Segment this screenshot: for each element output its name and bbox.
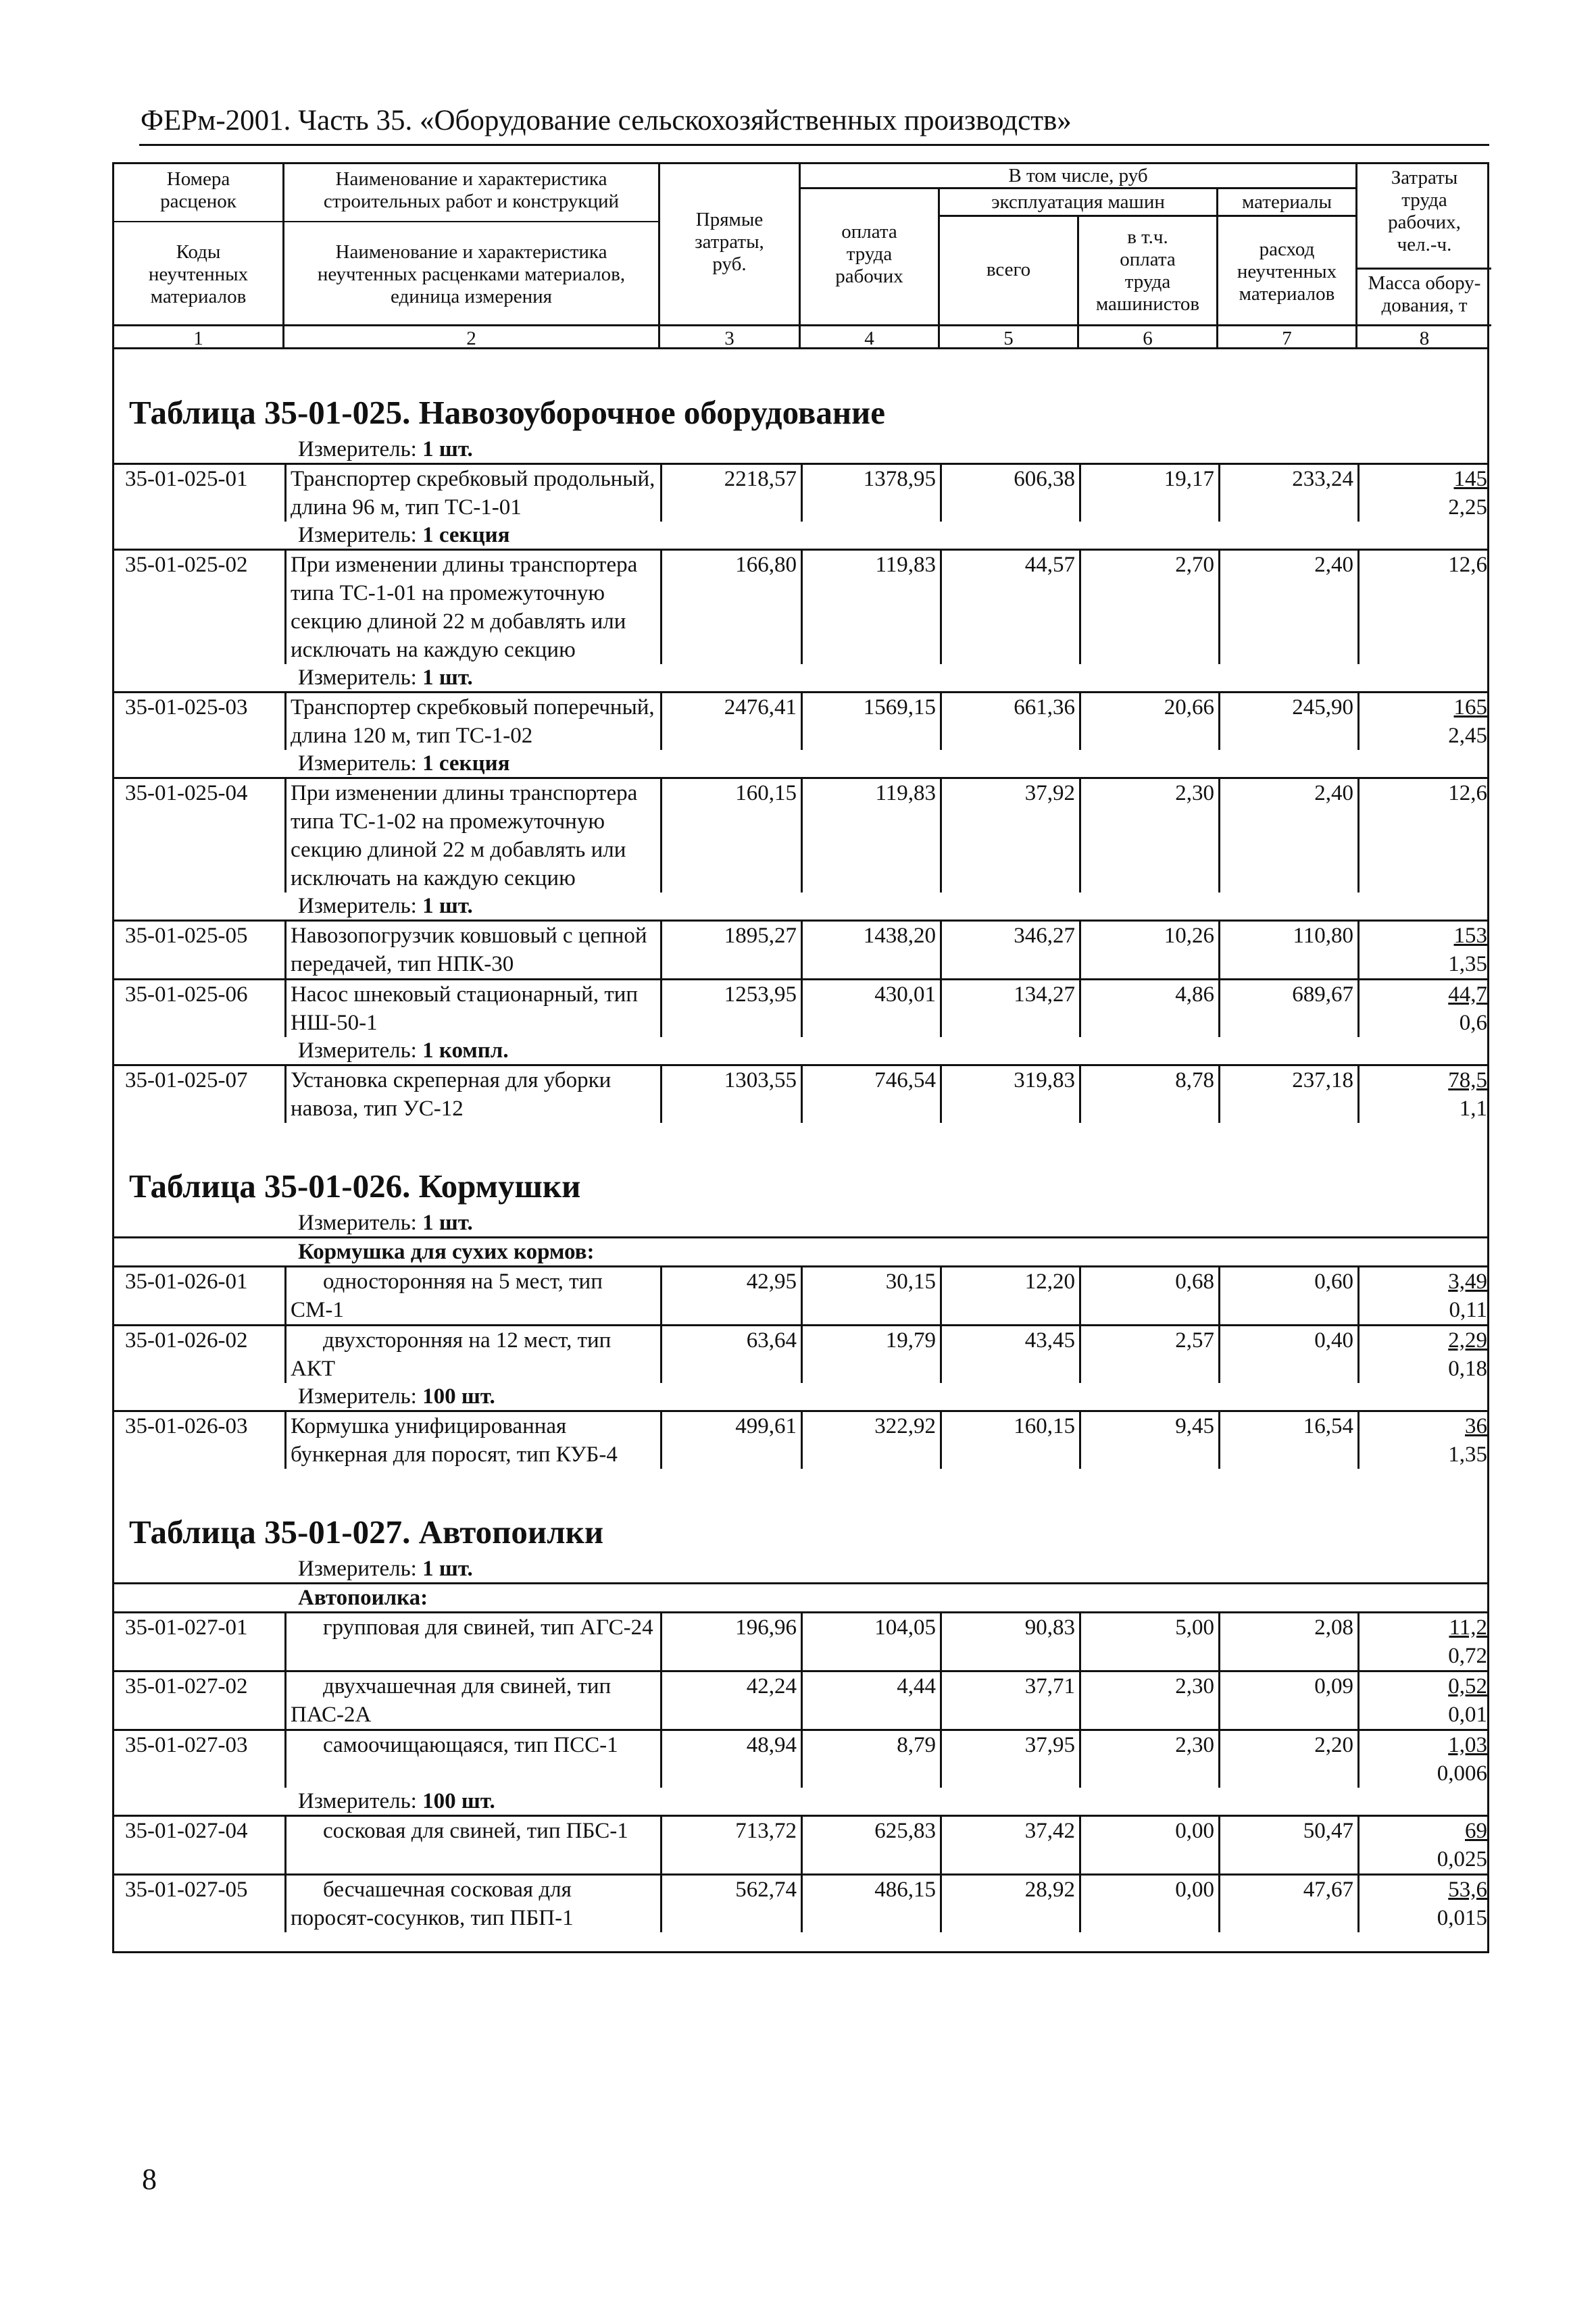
table-row <box>114 1410 1487 1469</box>
direct-cost: 499,61 <box>660 1412 801 1469</box>
measure-label: Измеритель: <box>298 1038 417 1063</box>
measure-value: 1 компл. <box>422 1038 509 1063</box>
col-num-7: 7 <box>1282 328 1292 349</box>
work-name: двухсторонняя на 12 мест, тип АКТ <box>284 1326 660 1383</box>
labor-and-mass <box>1357 1672 1491 1729</box>
materials-cost: 2,40 <box>1218 551 1357 664</box>
work-name: сосковая для свиней, тип ПБС-1 <box>284 1817 660 1873</box>
machinist-labor-cost: 0,00 <box>1079 1876 1218 1932</box>
page-number: 8 <box>142 2163 157 2196</box>
col-num-8: 8 <box>1419 328 1430 349</box>
machine-cost: 37,42 <box>940 1817 1079 1873</box>
measure-value: 1 шт. <box>422 894 473 918</box>
labor-hours: 69 <box>1465 1819 1487 1843</box>
machine-cost: 12,20 <box>940 1267 1079 1324</box>
worker-labor-cost: 322,92 <box>801 1412 940 1469</box>
machine-cost: 134,27 <box>940 980 1079 1037</box>
machinist-labor-cost: 0,00 <box>1079 1817 1218 1873</box>
machinist-labor-cost: 8,78 <box>1079 1066 1218 1123</box>
col-num-2: 2 <box>466 328 476 349</box>
labor-and-mass <box>1357 1066 1491 1123</box>
measure-label: Измеритель: <box>298 1211 417 1235</box>
table-row <box>114 1064 1487 1123</box>
labor-and-mass <box>1357 1412 1491 1469</box>
rate-code: 35-01-025-07 <box>125 1068 248 1092</box>
table-row <box>114 1324 1487 1383</box>
title-rule <box>139 144 1489 146</box>
direct-cost: 713,72 <box>660 1817 801 1873</box>
col-num-1: 1 <box>193 328 203 349</box>
machinist-labor-cost: 2,30 <box>1079 779 1218 892</box>
rate-code: 35-01-026-01 <box>125 1269 248 1294</box>
direct-cost: 166,80 <box>660 551 801 664</box>
machinist-labor-cost: 2,70 <box>1079 551 1218 664</box>
measure-value: 1 секция <box>422 751 510 776</box>
measure-value: 1 шт. <box>422 665 473 690</box>
labor-hours: 1,03 <box>1448 1733 1487 1757</box>
machinist-labor-cost: 2,57 <box>1079 1326 1218 1383</box>
machinist-labor-cost: 5,00 <box>1079 1613 1218 1670</box>
machinist-labor-cost: 9,45 <box>1079 1412 1218 1469</box>
labor-and-mass <box>1357 1613 1491 1670</box>
work-name: односторонняя на 5 мест, тип СМ-1 <box>284 1267 660 1324</box>
worker-labor-cost: 8,79 <box>801 1731 940 1788</box>
equipment-mass: 0,01 <box>1448 1703 1487 1727</box>
labor-and-mass <box>1357 1731 1491 1788</box>
document-title: ФЕРм-2001. Часть 35. «Оборудование сельскохозяйственных производств» <box>141 105 1072 136</box>
machine-cost: 606,38 <box>940 465 1079 522</box>
measure-line <box>114 1788 1487 1815</box>
machinist-labor-cost: 2,30 <box>1079 1731 1218 1788</box>
measure-line <box>114 436 1487 463</box>
rate-code: 35-01-027-04 <box>125 1819 248 1843</box>
materials-cost: 2,20 <box>1218 1731 1357 1788</box>
worker-labor-cost: 746,54 <box>801 1066 940 1123</box>
direct-cost: 1895,27 <box>660 922 801 978</box>
machine-cost: 37,95 <box>940 1731 1079 1788</box>
price-table-body <box>112 349 1489 1953</box>
machine-cost: 160,15 <box>940 1412 1079 1469</box>
worker-labor-cost: 30,15 <box>801 1267 940 1324</box>
equipment-mass: 0,72 <box>1448 1644 1487 1668</box>
rate-code: 35-01-025-03 <box>125 695 248 720</box>
table-row <box>114 978 1487 1037</box>
equipment-mass: 2,45 <box>1448 724 1487 748</box>
machine-cost: 346,27 <box>940 922 1079 978</box>
table-row <box>114 463 1487 522</box>
header-c2-bottom: Наименование и характеристика неучтенных расценками материалов, единица измерения <box>317 241 626 307</box>
labor-and-mass <box>1357 693 1491 750</box>
worker-labor-cost: 1569,15 <box>801 693 940 750</box>
labor-and-mass <box>1357 1817 1491 1873</box>
header-c2-top: Наименование и характеристика строительных работ и конструкций <box>323 168 620 212</box>
machinist-labor-cost: 0,68 <box>1079 1267 1218 1324</box>
equipment-mass: 0,025 <box>1437 1847 1487 1871</box>
rate-code: 35-01-026-03 <box>125 1414 248 1438</box>
measure-label: Измеритель: <box>298 894 417 918</box>
worker-labor-cost: 1438,20 <box>801 922 940 978</box>
machinist-labor-cost: 19,17 <box>1079 465 1218 522</box>
labor-hours: 165 <box>1453 695 1487 720</box>
rate-code: 35-01-027-01 <box>125 1615 248 1640</box>
machine-cost: 661,36 <box>940 693 1079 750</box>
materials-cost: 47,67 <box>1218 1876 1357 1932</box>
work-name: самоочищающаяся, тип ПСС-1 <box>284 1731 660 1788</box>
rate-code: 35-01-027-02 <box>125 1674 248 1699</box>
direct-cost: 196,96 <box>660 1613 801 1670</box>
header-c3: Прямые затраты, руб. <box>695 209 764 275</box>
direct-cost: 42,95 <box>660 1267 801 1324</box>
measure-value: 1 шт. <box>422 1557 473 1581</box>
machinist-labor-cost: 10,26 <box>1079 922 1218 978</box>
equipment-mass: 0,015 <box>1437 1906 1487 1930</box>
labor-and-mass <box>1357 980 1491 1037</box>
materials-cost: 689,67 <box>1218 980 1357 1037</box>
measure-line <box>114 1383 1487 1410</box>
machinist-labor-cost: 4,86 <box>1079 980 1218 1037</box>
measure-line <box>114 750 1487 777</box>
rate-code: 35-01-025-02 <box>125 553 248 577</box>
labor-and-mass <box>1357 1326 1491 1383</box>
measure-label: Измеритель: <box>298 751 417 776</box>
header-c1-top: Номера расценок <box>160 168 236 212</box>
labor-hours: 153 <box>1453 924 1487 948</box>
table-row <box>114 549 1487 664</box>
machine-cost: 90,83 <box>940 1613 1079 1670</box>
worker-labor-cost: 486,15 <box>801 1876 940 1932</box>
labor-hours: 36 <box>1465 1414 1487 1438</box>
table-title: Таблица 35-01-027. Автопоилки <box>129 1513 604 1551</box>
direct-cost: 42,24 <box>660 1672 801 1729</box>
labor-hours: 44,7 <box>1448 982 1487 1007</box>
table-row <box>114 1815 1487 1873</box>
labor-hours: 53,6 <box>1448 1878 1487 1902</box>
measure-value: 1 секция <box>422 523 510 547</box>
rate-code: 35-01-025-01 <box>125 467 248 491</box>
table-row <box>114 1611 1487 1670</box>
direct-cost: 562,74 <box>660 1876 801 1932</box>
table-title: Таблица 35-01-026. Кормушки <box>129 1167 581 1205</box>
measure-line <box>114 892 1487 920</box>
measure-value: 100 шт. <box>422 1384 495 1409</box>
equipment-mass: 0,18 <box>1448 1357 1487 1381</box>
measure-line <box>114 522 1487 549</box>
work-name: Установка скреперная для уборки навоза, тип УС-12 <box>284 1066 660 1123</box>
measure-label: Измеритель: <box>298 1789 417 1813</box>
worker-labor-cost: 1378,95 <box>801 465 940 522</box>
col-num-3: 3 <box>724 328 734 349</box>
col-num-4: 4 <box>864 328 874 349</box>
measure-label: Измеритель: <box>298 1557 417 1581</box>
materials-cost: 0,09 <box>1218 1672 1357 1729</box>
equipment-mass: 1,35 <box>1448 1442 1487 1467</box>
labor-and-mass <box>1357 551 1491 664</box>
header-c1-bottom: Коды неучтенных материалов <box>148 241 249 307</box>
group-heading: Автопоилка: <box>114 1582 1487 1611</box>
work-name: двухчашечная для свиней, тип ПАС-2А <box>284 1672 660 1729</box>
measure-line <box>114 664 1487 691</box>
direct-cost: 48,94 <box>660 1731 801 1788</box>
rate-code: 35-01-026-02 <box>125 1328 248 1353</box>
equipment-mass: 1,35 <box>1448 952 1487 976</box>
machinist-labor-cost: 20,66 <box>1079 693 1218 750</box>
header-c8-top: Затраты труда рабочих, чел.-ч. <box>1388 167 1461 255</box>
table-row <box>114 1265 1487 1324</box>
worker-labor-cost: 625,83 <box>801 1817 940 1873</box>
worker-labor-cost: 119,83 <box>801 551 940 664</box>
machine-cost: 37,92 <box>940 779 1079 892</box>
machine-cost: 319,83 <box>940 1066 1079 1123</box>
materials-cost: 0,40 <box>1218 1326 1357 1383</box>
worker-labor-cost: 4,44 <box>801 1672 940 1729</box>
labor-and-mass <box>1357 1267 1491 1324</box>
materials-cost: 16,54 <box>1218 1412 1357 1469</box>
machine-cost: 43,45 <box>940 1326 1079 1383</box>
materials-cost: 233,24 <box>1218 465 1357 522</box>
materials-cost: 2,08 <box>1218 1613 1357 1670</box>
labor-hours: 2,29 <box>1448 1328 1487 1353</box>
materials-cost: 50,47 <box>1218 1817 1357 1873</box>
labor-and-mass <box>1357 922 1491 978</box>
work-name: бесчашечная сосковая для поросят-сосунков, тип ПБП-1 <box>284 1876 660 1932</box>
labor-hours: 11,2 <box>1449 1615 1487 1640</box>
table-title: Таблица 35-01-025. Навозоуборочное оборудование <box>129 394 886 431</box>
rate-code: 35-01-025-06 <box>125 982 248 1007</box>
labor-hours: 145 <box>1453 467 1487 491</box>
measure-value: 1 шт. <box>422 437 473 461</box>
measure-line <box>114 1209 1487 1236</box>
table-row <box>114 1873 1487 1932</box>
equipment-mass: 0,6 <box>1459 1011 1487 1035</box>
column-header <box>112 162 1489 349</box>
measure-label: Измеритель: <box>298 665 417 690</box>
labor-hours: 12,6 <box>1448 781 1487 805</box>
materials-cost: 237,18 <box>1218 1066 1357 1123</box>
header-materials: материалы <box>1242 191 1332 213</box>
direct-cost: 63,64 <box>660 1326 801 1383</box>
group-heading: Кормушка для сухих кормов: <box>114 1236 1487 1265</box>
labor-and-mass <box>1357 1876 1491 1932</box>
materials-cost: 0,60 <box>1218 1267 1357 1324</box>
equipment-mass: 1,1 <box>1459 1097 1487 1121</box>
header-c6: в т.ч. оплата труда машинистов <box>1095 226 1200 315</box>
table-row <box>114 777 1487 892</box>
header-incl: В том числе, руб <box>1008 165 1148 186</box>
measure-label: Измеритель: <box>298 437 417 461</box>
direct-cost: 160,15 <box>660 779 801 892</box>
machinist-labor-cost: 2,30 <box>1079 1672 1218 1729</box>
header-c7: расход неучтенных материалов <box>1237 238 1337 305</box>
labor-hours: 0,52 <box>1448 1674 1487 1699</box>
machine-cost: 28,92 <box>940 1876 1079 1932</box>
direct-cost: 1253,95 <box>660 980 801 1037</box>
table-row <box>114 920 1487 978</box>
labor-and-mass <box>1357 465 1491 522</box>
measure-label: Измеритель: <box>298 523 417 547</box>
work-name: групповая для свиней, тип АГС-24 <box>284 1613 660 1670</box>
table-row <box>114 1670 1487 1729</box>
work-name: Насос шнековый стационарный, тип НШ-50-1 <box>284 980 660 1037</box>
measure-line <box>114 1037 1487 1064</box>
worker-labor-cost: 430,01 <box>801 980 940 1037</box>
direct-cost: 1303,55 <box>660 1066 801 1123</box>
col-num-5: 5 <box>1003 328 1014 349</box>
work-name: При изменении длины транспортера типа ТС-1-01 на промежуточную секцию длиной 22 м добавлять или исключать на каждую секцию <box>284 551 660 664</box>
measure-value: 100 шт. <box>422 1789 495 1813</box>
work-name: Навозопогрузчик ковшовый с цепной передачей, тип НПК-30 <box>284 922 660 978</box>
table-row <box>114 1729 1487 1788</box>
equipment-mass: 0,11 <box>1449 1298 1487 1322</box>
col-num-6: 6 <box>1143 328 1153 349</box>
direct-cost: 2476,41 <box>660 693 801 750</box>
measure-line <box>114 1555 1487 1582</box>
header-c5: всего <box>986 259 1031 280</box>
equipment-mass: 2,25 <box>1448 495 1487 520</box>
machine-cost: 44,57 <box>940 551 1079 664</box>
header-c8-bottom: Масса обору- дования, т <box>1368 272 1481 316</box>
worker-labor-cost: 104,05 <box>801 1613 940 1670</box>
work-name: Кормушка унифицированная бункерная для поросят, тип КУБ-4 <box>284 1412 660 1469</box>
direct-cost: 2218,57 <box>660 465 801 522</box>
materials-cost: 245,90 <box>1218 693 1357 750</box>
work-name: Транспортер скребковый продольный, длина 96 м, тип ТС-1-01 <box>284 465 660 522</box>
labor-hours: 78,5 <box>1448 1068 1487 1092</box>
equipment-mass: 0,006 <box>1437 1761 1487 1786</box>
rate-code: 35-01-027-03 <box>125 1733 248 1757</box>
labor-hours: 3,49 <box>1448 1269 1487 1294</box>
rate-code: 35-01-025-05 <box>125 924 248 948</box>
materials-cost: 110,80 <box>1218 922 1357 978</box>
rate-code: 35-01-027-05 <box>125 1878 248 1902</box>
materials-cost: 2,40 <box>1218 779 1357 892</box>
labor-hours: 12,6 <box>1448 553 1487 577</box>
measure-label: Измеритель: <box>298 1384 417 1409</box>
worker-labor-cost: 19,79 <box>801 1326 940 1383</box>
work-name: Транспортер скребковый поперечный, длина 120 м, тип ТС-1-02 <box>284 693 660 750</box>
measure-value: 1 шт. <box>422 1211 473 1235</box>
header-c4: оплата труда рабочих <box>835 221 903 287</box>
table-row <box>114 691 1487 750</box>
worker-labor-cost: 119,83 <box>801 779 940 892</box>
machine-cost: 37,71 <box>940 1672 1079 1729</box>
labor-and-mass <box>1357 779 1491 892</box>
header-machines: эксплуатация машин <box>991 191 1165 213</box>
rate-code: 35-01-025-04 <box>125 781 248 805</box>
work-name: При изменении длины транспортера типа ТС-1-02 на промежуточную секцию длиной 22 м добавлять или исключать на каждую секцию <box>284 779 660 892</box>
